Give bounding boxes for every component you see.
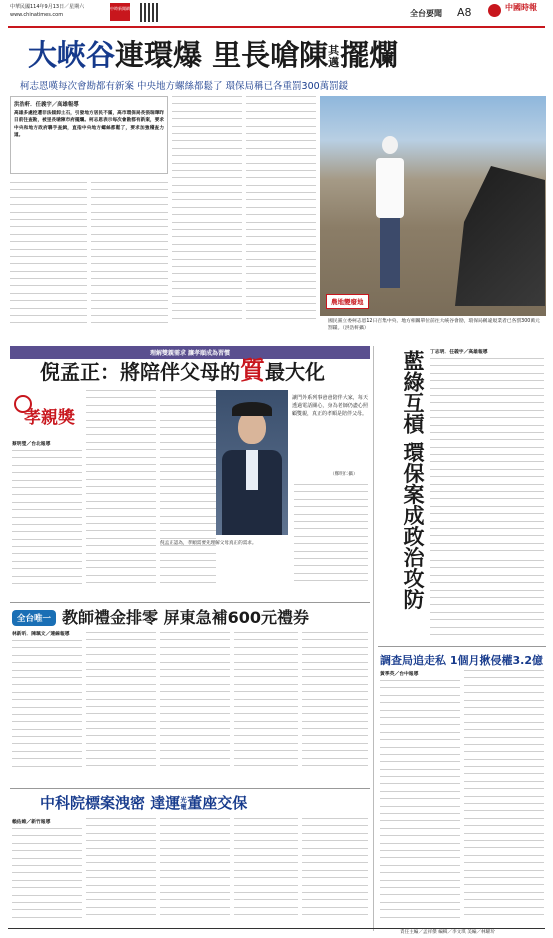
feature-portrait	[216, 390, 288, 535]
lead-body-col-1	[10, 182, 87, 332]
right-column-divider	[373, 346, 374, 931]
teachers-body-col-5	[302, 632, 368, 780]
tender-body-col-4	[234, 818, 298, 928]
tender-headline-1: 中科院標案洩密 達運	[40, 794, 181, 812]
tender-body-col-3	[160, 818, 230, 928]
footer-credits: 責任主編／孟祥傑 編輯／李文琪 美編／林曜玠	[400, 930, 495, 935]
tender-headline	[40, 792, 370, 813]
headline-main-2: 擺爛	[340, 38, 399, 72]
fraud-headline: 調查局追走私 1個月揪侵權3.2億	[380, 654, 543, 667]
masthead-seal-icon	[488, 4, 501, 17]
lead-body-col-4	[246, 96, 316, 332]
fraud-byline: 黃季英／台中報導	[380, 672, 419, 677]
teachers-body-col-2	[86, 632, 156, 780]
headline-main-1: 連環爆 里長嗆陳	[115, 38, 329, 72]
feature-headline-em: 質	[240, 356, 266, 385]
feature-body-col-4	[294, 484, 368, 595]
blue-green-title: 藍綠互槓 環保案成政治攻防	[401, 350, 425, 610]
lead-headline	[28, 38, 548, 72]
award-logo	[14, 395, 80, 435]
feature-pullquote: 倪孟正認為，孝順需要先理解父母真正的需求。	[160, 541, 257, 546]
photo-tag: 農地變廢地	[326, 294, 369, 309]
teachers-body-col-4	[234, 632, 298, 780]
tender-body-col-1	[12, 828, 82, 928]
feature-byline: 蔡明瑩／台北報導	[12, 442, 51, 447]
feature-headline	[40, 358, 370, 385]
headline-accent: 大峽谷	[28, 38, 116, 72]
tender-body-col-2	[86, 818, 156, 928]
lead-summary-box	[10, 96, 168, 174]
feature-side-blurb: 讓門外系列事爸爸陪伴大家，每天透過電話關心，身為老師仍盡心照顧雙親，真正的孝順是陪伴父母。	[292, 395, 368, 417]
lead-photo	[320, 96, 546, 316]
masthead-logo: 中國時報	[505, 3, 537, 12]
teachers-byline: 林新昕．陳珮文／連線報導	[12, 632, 70, 637]
lead-summary: 高雄多處挖遭非法傾卸土石，引發地方居民不滿，高市環保局長張瑞琿昨日前往查勘，被里長嗆陳市府擺爛。柯志恩表示每次會勘都有新案，要求中央和地方政府聯手查緝，直指中央地方螺絲都鬆了，要求加強稽查力道。	[14, 111, 164, 139]
feature-body-col-2	[86, 390, 156, 595]
page-number: A8	[457, 6, 472, 19]
teachers-headline: 教師禮金排零 屏東急補600元禮券	[62, 608, 309, 627]
blue-green-body-col-2	[430, 560, 544, 640]
feature-body-col-1	[12, 450, 82, 595]
lead-body-col-3	[172, 96, 242, 332]
photo-tarp	[455, 166, 545, 306]
tender-byline: 賴佑維／新竹報導	[12, 820, 51, 825]
teachers-rule	[10, 602, 370, 603]
headline-small: 其邁	[328, 44, 340, 69]
qr-code-icon	[140, 3, 159, 22]
lead-subhead: 柯志恩嘆每次會勘都有新案 中央地方螺絲都鬆了 環保局稱已各重罰300萬罰鍰	[20, 81, 349, 92]
teachers-badge: 全台唯一	[12, 610, 56, 626]
mini-logo	[110, 3, 130, 21]
blue-green-body-col-1	[430, 358, 544, 558]
lead-byline: 洪浩軒．任義宇／高雄報導	[14, 102, 79, 108]
feature-kicker: 理解雙親需求 讓孝順成為習慣	[10, 346, 370, 359]
tender-headline-2: 董座交保	[187, 794, 248, 812]
fraud-body-col-2	[464, 670, 544, 925]
site-url[interactable]: www.chinatimes.com	[10, 12, 64, 18]
date-line: 中華民國114年9月13日／星期六	[10, 4, 85, 10]
fraud-rule	[378, 646, 546, 647]
tender-body-col-5	[302, 818, 368, 928]
lead-body-col-2	[91, 182, 168, 332]
fraud-body-col-1	[380, 680, 460, 925]
mini-logo-text: 中時新聞網	[110, 6, 130, 11]
feature-headline-pre: 倪孟正：將陪伴父母的	[40, 360, 240, 384]
teachers-body-col-3	[160, 632, 230, 780]
feature-photo-credit: （鄭明仁攝）	[330, 472, 358, 477]
teachers-body-col-1	[12, 640, 82, 780]
blue-green-byline: 丁志明．任義宇／高雄報導	[430, 350, 488, 355]
tender-rule	[10, 788, 370, 789]
award-logo-text: 孝親獎	[24, 408, 75, 428]
header-rule	[8, 26, 545, 28]
lead-photo-caption: 國民黨立委柯志恩12日召集中央、地方相關單位前往大峽谷會勘，環保局稱違規業者已各罰300萬元罰鍰。（洪浩軒攝）	[328, 319, 540, 331]
photo-person	[368, 136, 412, 296]
tender-headline-small: 光電	[180, 795, 187, 811]
feature-headline-post: 最大化	[265, 360, 326, 384]
section-name: 全台要聞	[410, 9, 442, 18]
